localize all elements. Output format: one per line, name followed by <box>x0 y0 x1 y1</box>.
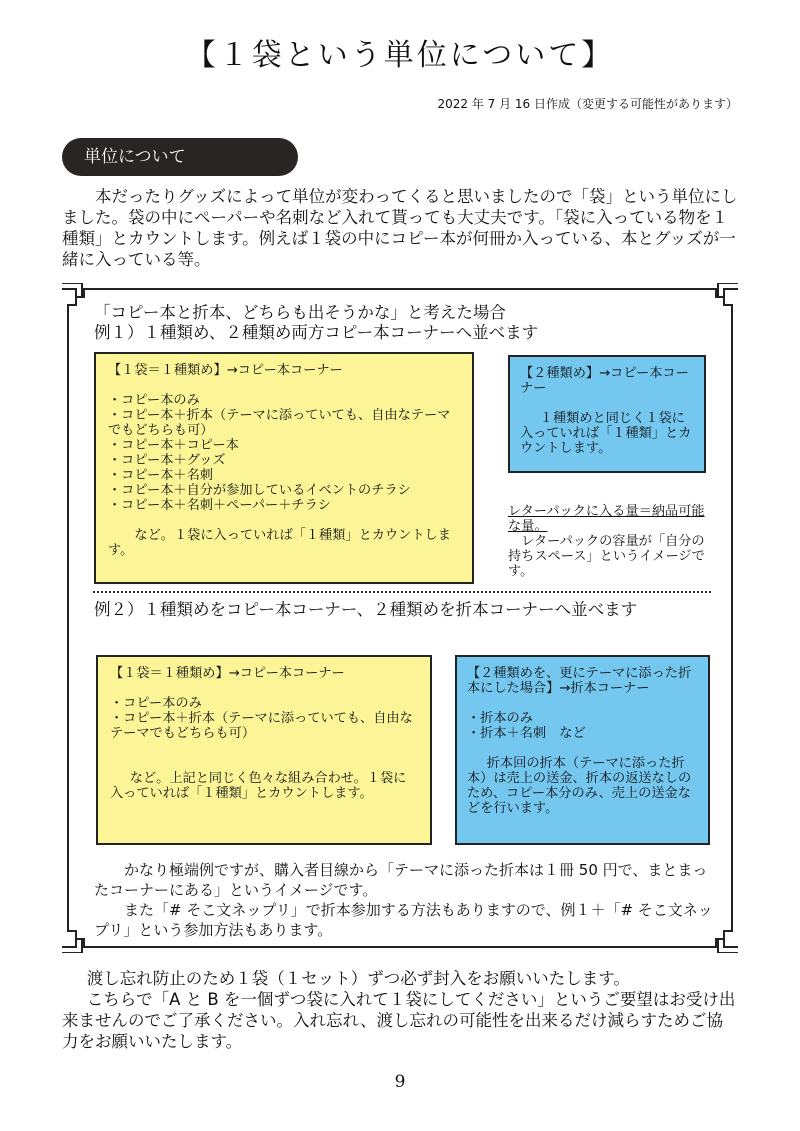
example1-blue-box <box>508 355 706 473</box>
example2-heading: 例２）１種類めをコピー本コーナー、２種類めを折本コーナーへ並べます <box>94 600 638 619</box>
box-title: 【１袋＝１種類め】→コピー本コーナー <box>108 363 343 378</box>
list-item: ・折本のみ <box>467 711 533 726</box>
box-body: １種類めと同じく１袋に入っていれば「１種類」とカウントします。 <box>520 411 692 456</box>
box-title: 【１袋＝１種類め】→コピー本コーナー <box>110 666 345 681</box>
letterpack-note: レターパックに入る量＝納品可能な量。 レターパックの容量が「自分の持ちスペース」というイメージです。 <box>508 504 705 579</box>
box-title: 【２種類めを、更にテーマに添った折本にした場合】→折本コーナー <box>467 666 692 696</box>
example1-heading: 「コピー本と折本、どちらも出そうかな」と考えた場合 例１）１種類め、２種類め両方コピー本コーナーへ並べます <box>94 303 539 342</box>
list-item: ・コピー本＋コピー本 <box>108 438 239 453</box>
list-item: ・コピー本＋名刺 <box>108 468 213 483</box>
list-item: ・折本＋名刺 など <box>467 726 586 741</box>
example2-blue-box <box>455 655 710 845</box>
list-item: ・コピー本＋グッズ <box>108 453 226 468</box>
page-number: 9 <box>394 1072 406 1092</box>
dotted-divider <box>93 591 711 593</box>
page-title: 【１袋という単位について】 <box>185 38 615 73</box>
list-item: ・コピー本＋名刺＋ペーパー＋チラシ <box>108 498 331 513</box>
example2-bottom-text: かなり極端例ですが、購入者目線から「テーマに添った折本は１冊 50 円で、まとまったコーナーにある」というイメージです。 また「# そこ文ネップリ」で折本参加する方法もありますので、例１＋「# そこ文ネップリ」という参加方法もあります。 <box>94 861 713 939</box>
list-item: ・コピー本＋折本（テーマに添っていても、自由なテーマでもどちらも可） <box>110 711 413 741</box>
intro-paragraph: 本だったりグッズによって単位が変わってくると思いましたので「袋」という単位にしました。袋の中にペーパーや名刺など入れて貰っても大丈夫です。「袋に入っている物を１種類」とカウントします。例えば１袋の中にコピー本が何冊か入っている、本とグッズが一緒に入っている等。 <box>62 187 738 269</box>
box-footer: など。１袋に入っていれば「１種類」とカウントします。 <box>108 528 451 558</box>
date-note: 2022 年 7 月 16 日作成（変更する可能性があります） <box>437 97 738 111</box>
example1-yellow-box <box>94 352 474 584</box>
list-item: ・コピー本＋折本（テーマに添っていても、自由なテーマでもどちらも可） <box>108 408 451 438</box>
box-body: 折本回の折本（テーマに添った折本）は売上の送金、折本の返送なしのため、コピー本分のみ、売上の送金などを行います。 <box>467 756 692 816</box>
section-pill: 単位について <box>62 138 298 176</box>
box-footer: など。上記と同じく色々な組み合わせ。１袋に入っていれば「１種類」とカウントします。 <box>110 771 407 801</box>
closing-paragraph: 渡し忘れ防止のため１袋（１セット）ずつ必ず封入をお願いいたします。 こちらで「A と B を一個ずつ袋に入れて１袋にしてください」というご要望はお受け出来ませんのでご了承ください。入れ忘れ、渡し忘れの可能性を出来るだけ減らすためご協力をお願いいたします。 <box>62 969 736 1051</box>
list-item: ・コピー本のみ <box>108 393 200 408</box>
list-item: ・コピー本のみ <box>110 696 202 711</box>
box-title: 【２種類め】→コピー本コーナー <box>520 366 689 396</box>
example2-yellow-box <box>96 655 432 845</box>
list-item: ・コピー本＋自分が参加しているイベントのチラシ <box>108 483 411 498</box>
